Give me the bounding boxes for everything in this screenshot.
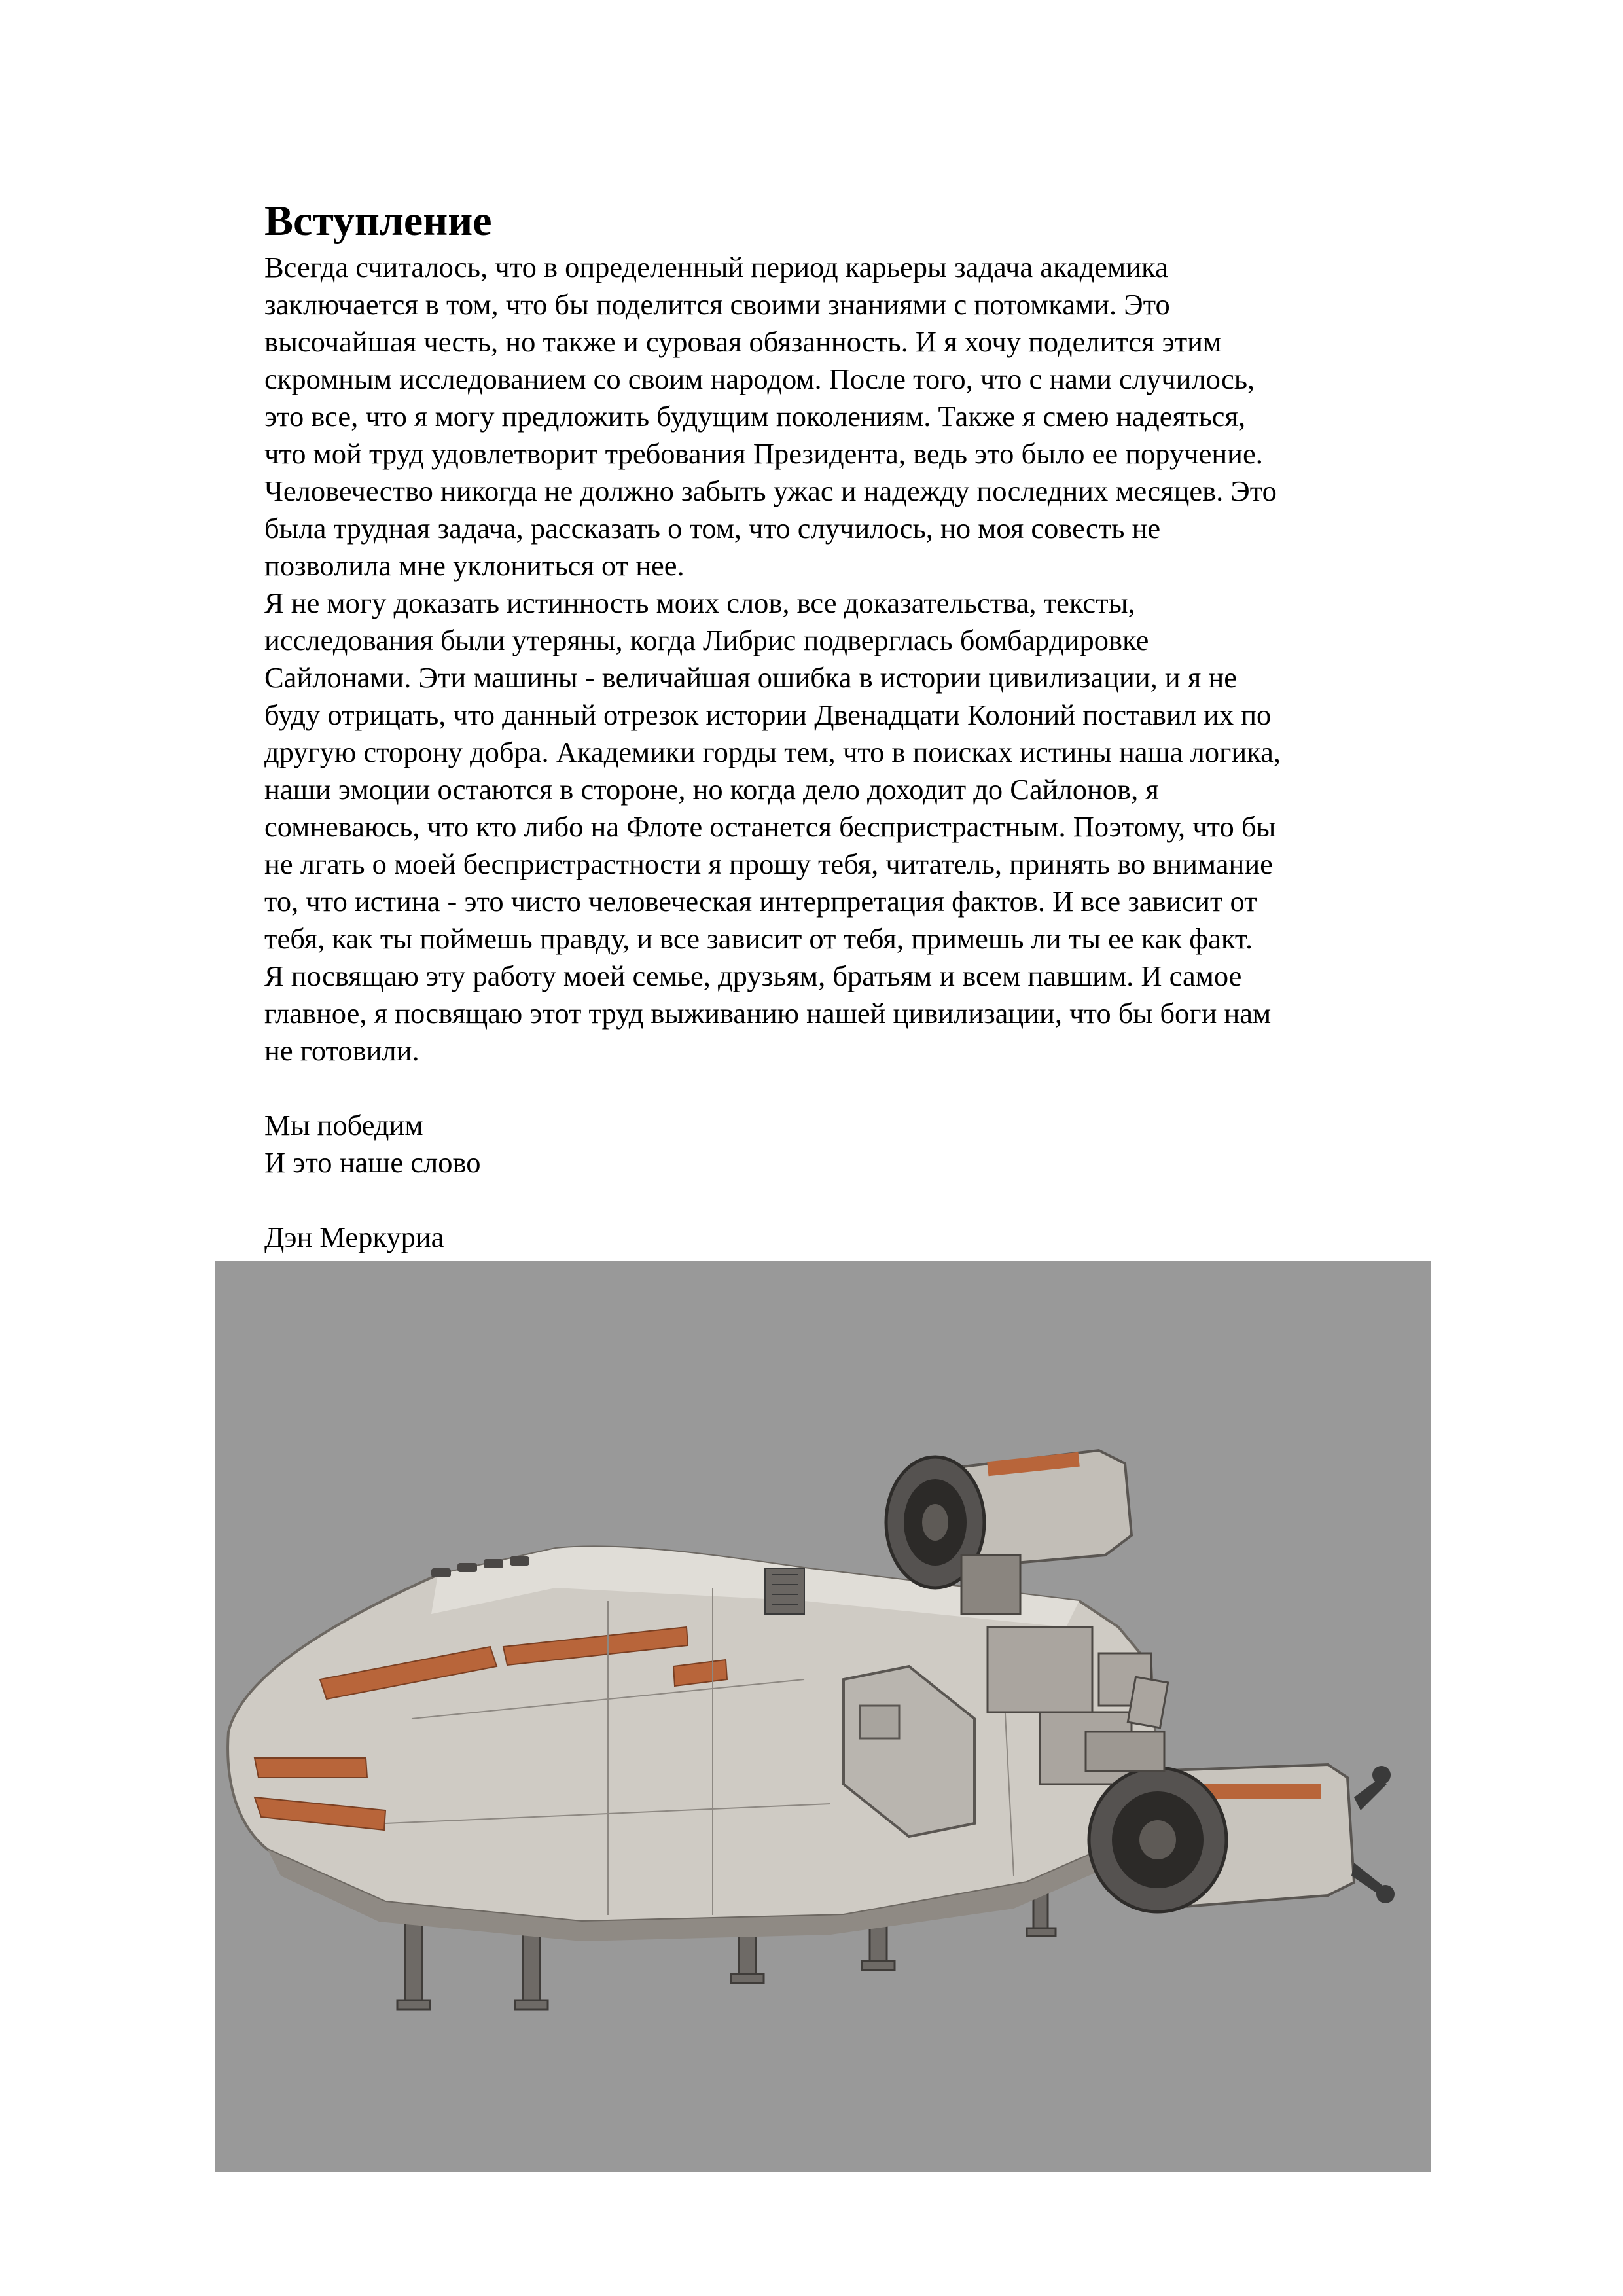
text-line: заключается в том, что бы поделится своими знаниями с потомками. Это bbox=[264, 288, 1170, 321]
closing-line-2: И это наше слово bbox=[264, 1146, 481, 1179]
spacer bbox=[264, 1181, 1455, 1219]
text-line: то, что истина - это чисто человеческая интерпретация фактов. И все зависит от bbox=[264, 885, 1257, 918]
spaceship-figure bbox=[215, 1261, 1431, 2172]
text-line: буду отрицать, что данный отрезок истории Двенадцати Колоний поставил их по bbox=[264, 698, 1272, 731]
text-line: наши эмоции остаются в стороне, но когда дело доходит до Сайлонов, я bbox=[264, 773, 1159, 806]
lower-engine bbox=[1089, 1765, 1395, 1912]
text-line: не лгать о моей беспристрастности я прошу тебя, читатель, принять во внимание bbox=[264, 848, 1273, 880]
text-line: Всегда считалось, что в определенный период карьеры задача академика bbox=[264, 251, 1168, 283]
document-body bbox=[264, 249, 1455, 1256]
page-title: Вступление bbox=[264, 197, 492, 245]
intro-paragraphs bbox=[264, 249, 1455, 1069]
text-line: сомневаюсь, что кто либо на Флоте останется беспристрастным. Поэтому, что бы bbox=[264, 810, 1276, 843]
text-line: тебя, как ты поймешь правду, и все зависит от тебя, примешь ли ты ее как факт. bbox=[264, 922, 1253, 955]
text-line: главное, я посвящаю этот труд выживанию нашей цивилизации, что бы боги нам bbox=[264, 997, 1272, 1030]
text-line: высочайшая честь, но также и суровая обязанность. И я хочу поделится этим bbox=[264, 325, 1222, 358]
spaceship-illustration bbox=[215, 1261, 1431, 2172]
text-line: скромным исследованием со своим народом. После того, что с нами случилось, bbox=[264, 363, 1255, 395]
text-line: была трудная задача, рассказать о том, что случилось, но моя совесть не bbox=[264, 512, 1161, 545]
text-line: это все, что я могу предложить будущим поколениям. Также я смею надеяться, bbox=[264, 400, 1246, 433]
text-line: Я не могу доказать истинность моих слов, все доказательства, тексты, bbox=[264, 586, 1135, 619]
text-line: Человечество никогда не должно забыть ужас и надежду последних месяцев. Это bbox=[264, 475, 1277, 507]
text-line: Сайлонами. Эти машины - величайшая ошибка в истории цивилизации, и я не bbox=[264, 661, 1238, 694]
engine-strut bbox=[1086, 1732, 1164, 1771]
text-line: позволила мне уклониться от нее. bbox=[264, 549, 685, 582]
text-line: другую сторону добра. Академики горды тем, что в поисках истины наша логика, bbox=[264, 736, 1281, 768]
ship-hull bbox=[228, 1547, 1168, 1941]
text-line: Я посвящаю эту работу моей семье, друзьям, братьям и всем павшим. И самое bbox=[264, 960, 1242, 992]
text-line: исследования были утеряны, когда Либрис подверглась бомбардировке bbox=[264, 624, 1149, 656]
spacer bbox=[264, 1069, 1455, 1107]
text-line: что мой труд удовлетворит требования Президента, ведь это было ее поручение. bbox=[264, 437, 1263, 470]
text-line: не готовили. bbox=[264, 1034, 419, 1067]
antenna-grill bbox=[765, 1568, 804, 1614]
closing-line-1: Мы победим bbox=[264, 1109, 423, 1141]
signature: Дэн Меркуриа bbox=[264, 1221, 444, 1253]
